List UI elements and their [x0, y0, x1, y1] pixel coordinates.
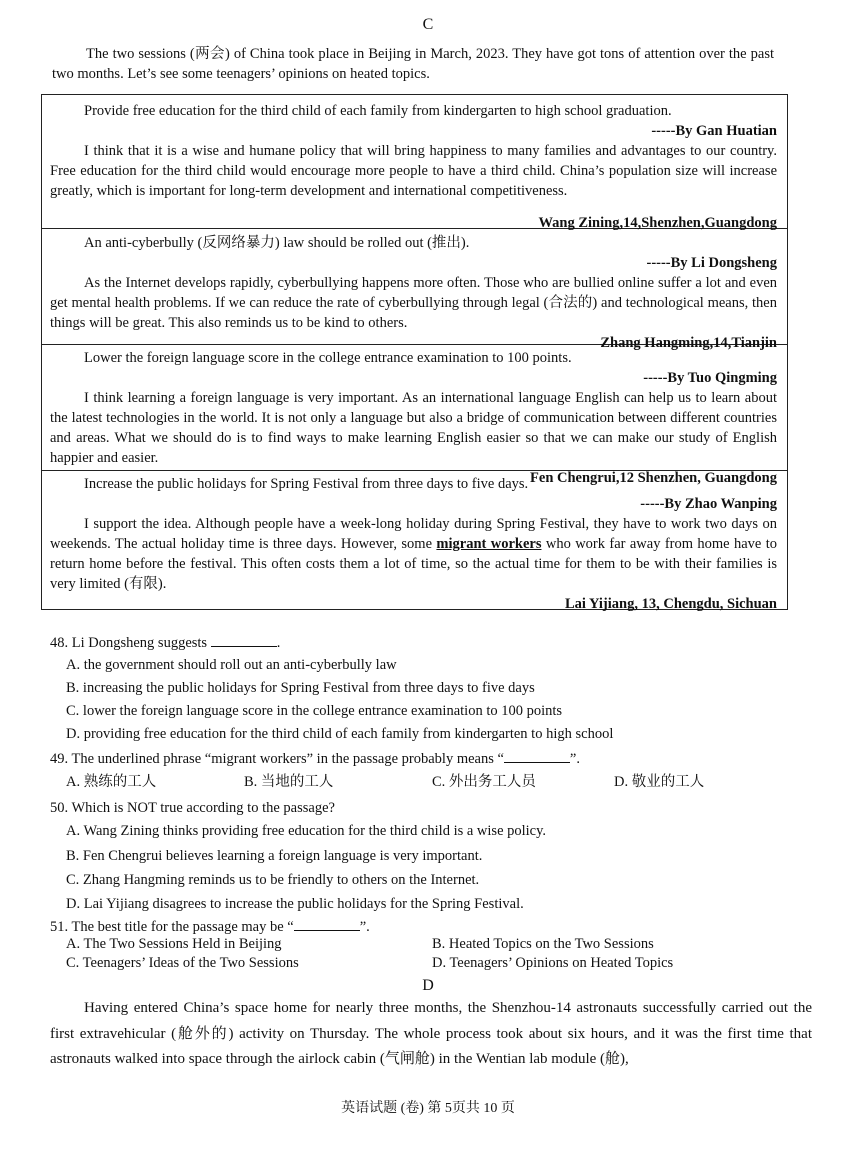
option-50a: A. Wang Zining thinks providing free education for the third child is a wise policy. [66, 823, 547, 839]
question-stem-end: ”. [359, 919, 370, 935]
proposal-text: An anti-cyberbully (反网络暴力) law should be rolled out (推出). [84, 235, 470, 251]
opinion-entry [42, 95, 787, 229]
opinion-author: Wang Zining,14,Shenzhen,Guangdong [538, 215, 777, 231]
option-49d: D. 敬业的工人 [614, 774, 705, 790]
underlined-phrase: migrant workers [436, 536, 542, 552]
page-footer: 英语试题 (卷) 第 5页共 10 页 [341, 1101, 515, 1116]
opinion-author: Lai Yijiang, 13, Chengdu, Sichuan [564, 596, 777, 612]
question-48 [50, 632, 790, 653]
proposal-text: Lower the foreign language score in the college entrance examination to 100 points. [84, 350, 572, 366]
opinion-text: I think learning a foreign language is very important. As an international language English can help us to learn about the latest technologies in the world. It is not only a language but also a bridge of communication between different countries and areas. What we should do is to find ways to make learning English easier so that we can make our study of English happier and easier. [50, 390, 777, 466]
opinion-text-part: I support the idea. Although people have a week-long holiday during Spring Festival, they have to work two days on weekends. The actual holiday time is three days. However, some [50, 516, 777, 552]
option-48d: D. providing free education for the third child of each family from kindergarten to high school [66, 726, 614, 742]
opinions-table [41, 94, 788, 610]
section-c-intro: The two sessions (两会) of China took place in Beijing in March, 2023. They have got tons of attention over the past two months. Let’s see some teenagers’ opinions on heated topics. [52, 46, 774, 82]
proposal-text: Increase the public holidays for Spring Festival from three days to five days. [84, 476, 529, 492]
option-50b: B. Fen Chengrui believes learning a foreign language is very important. [66, 848, 483, 864]
question-50: 50. Which is NOT true according to the passage? [50, 800, 335, 816]
question-stem: 51. The best title for the passage may be “ [50, 919, 294, 935]
options-51-row1 [66, 934, 786, 954]
option-49b: B. 当地的工人 [244, 774, 334, 790]
option-49c: C. 外出务工人员 [432, 774, 536, 790]
section-d-passage: Having entered China’s space home for nearly three months, the Shenzhou-14 astronauts successfully carried out the first extravehicular (舱外的) activity on Thursday. The whole process took about six hours, and it was the first time that astronauts walked into space through the airlock cabin (气闸舱) in the Wentian lab module (舱), [50, 1000, 812, 1067]
proposal-byline: -----By Tuo Qingming [643, 370, 777, 386]
opinion-entry [42, 229, 787, 351]
proposal-byline: -----By Gan Huatian [651, 123, 777, 139]
answer-blank [211, 632, 277, 647]
question-stem-end: . [276, 635, 281, 651]
option-48c: C. lower the foreign language score in the college entrance examination to 100 points [66, 703, 563, 719]
options-51-row2 [66, 953, 786, 973]
option-51a: A. The Two Sessions Held in Beijing [66, 936, 282, 952]
proposal-text: Provide free education for the third child of each family from kindergarten to high school graduation. [84, 103, 672, 119]
question-49 [50, 748, 790, 769]
option-51c: C. Teenagers’ Ideas of the Two Sessions [66, 955, 299, 971]
question-stem-end: ”. [569, 751, 580, 767]
option-50c: C. Zhang Hangming reminds us to be friendly to others on the Internet. [66, 872, 480, 888]
opinion-entry [42, 471, 787, 612]
proposal-byline: -----By Zhao Wanping [640, 496, 777, 512]
opinion-text [50, 514, 777, 594]
option-51b: B. Heated Topics on the Two Sessions [432, 936, 654, 952]
opinion-text-part: who work far away from home have to return home before the festival. This often costs them a lot of time, so the actual time for them to be with their families is very limited (有限). [50, 536, 778, 592]
opinion-text: I think that it is a wise and humane policy that will bring happiness to many families and advantages to our country. Free education for the third child would encourage more people to have a third child. China’s population size will increase greatly, which is important for long-term development and international competitiveness. [50, 143, 777, 199]
opinion-author: Fen Chengrui,12 Shenzhen, Guangdong [530, 470, 777, 486]
opinion-author: Zhang Hangming,14,Tianjin [600, 335, 777, 351]
option-49a: A. 熟练的工人 [66, 774, 157, 790]
question-stem: 49. The underlined phrase “migrant workers” in the passage probably means “ [50, 751, 504, 767]
answer-blank [294, 916, 360, 931]
option-48a: A. the government should roll out an anti-cyberbully law [66, 657, 397, 673]
option-48b: B. increasing the public holidays for Spring Festival from three days to five days [66, 680, 535, 696]
options-49 [66, 772, 786, 792]
opinion-text: As the Internet develops rapidly, cyberbullying happens more often. Those who are bullied online suffer a lot and even get mental health problems. If we can reduce the rate of cyberbullying through legal (合法的) and technological means, then things will be great. This also reminds us to be kind to others. [50, 275, 777, 331]
question-stem: 48. Li Dongsheng suggests [50, 635, 211, 651]
option-50d: D. Lai Yijiang disagrees to increase the public holidays for the Spring Festival. [66, 896, 524, 912]
answer-blank [504, 748, 570, 763]
section-c-heading: C [422, 16, 434, 33]
option-51d: D. Teenagers’ Opinions on Heated Topics [432, 955, 674, 971]
section-d-heading: D [422, 977, 434, 994]
proposal-byline: -----By Li Dongsheng [646, 255, 777, 271]
